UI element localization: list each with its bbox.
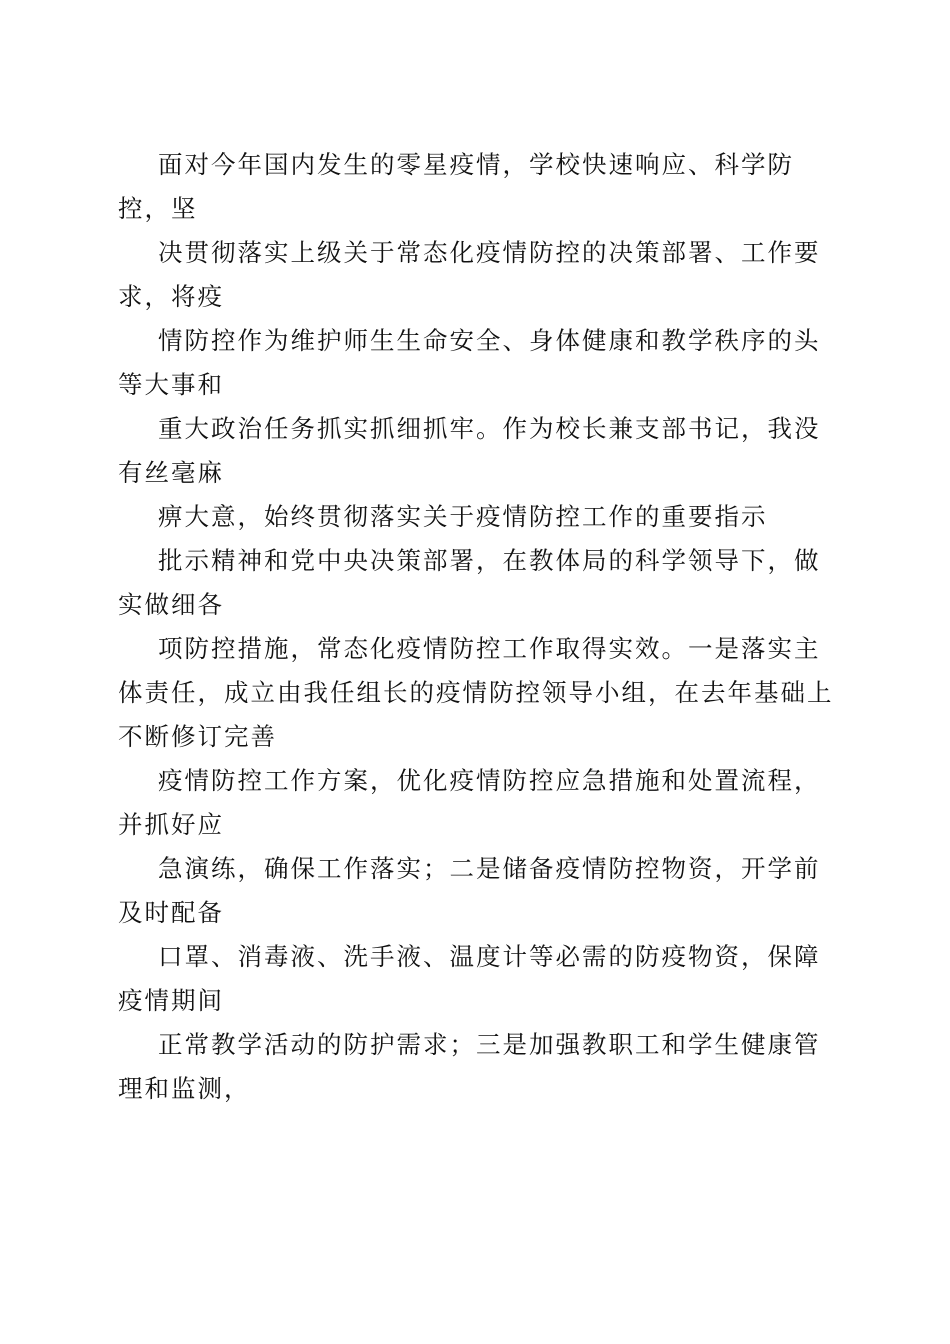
paragraph-4: 重大政治任务抓实抓细抓牢。作为校长兼支部书记，我没有丝毫麻 [118, 414, 821, 487]
paragraph-9: 急演练，确保工作落实；二是储备疫情防控物资，开学前及时配备 [118, 854, 821, 927]
paragraph-8: 疫情防控工作方案，优化疫情防控应急措施和处置流程，并抓好应 [118, 766, 821, 839]
paragraph-11: 正常教学活动的防护需求；三是加强教职工和学生健康管理和监测， [118, 1030, 821, 1103]
paragraph-1: 面对今年国内发生的零星疫情，学校快速响应、科学防控，坚 [118, 150, 794, 223]
paragraph-7: 项防控措施，常态化疫情防控工作取得实效。一是落实主体责任，成立由我任组长的疫情防控领导小组，在去年基础上不断修订完善 [118, 634, 834, 751]
document-body [118, 143, 834, 1111]
paragraph-2: 决贯彻落实上级关于常态化疫情防控的决策部署、工作要求，将疫 [118, 238, 821, 311]
paragraph-5: 痹大意，始终贯彻落实关于疫情防控工作的重要指示 [158, 502, 768, 531]
paragraph-3: 情防控作为维护师生生命安全、身体健康和教学秩序的头等大事和 [118, 326, 821, 399]
paragraph-6: 批示精神和党中央决策部署，在教体局的科学领导下，做实做细各 [118, 546, 821, 619]
paragraph-10: 口罩、消毒液、洗手液、温度计等必需的防疫物资，保障疫情期间 [118, 942, 821, 1015]
